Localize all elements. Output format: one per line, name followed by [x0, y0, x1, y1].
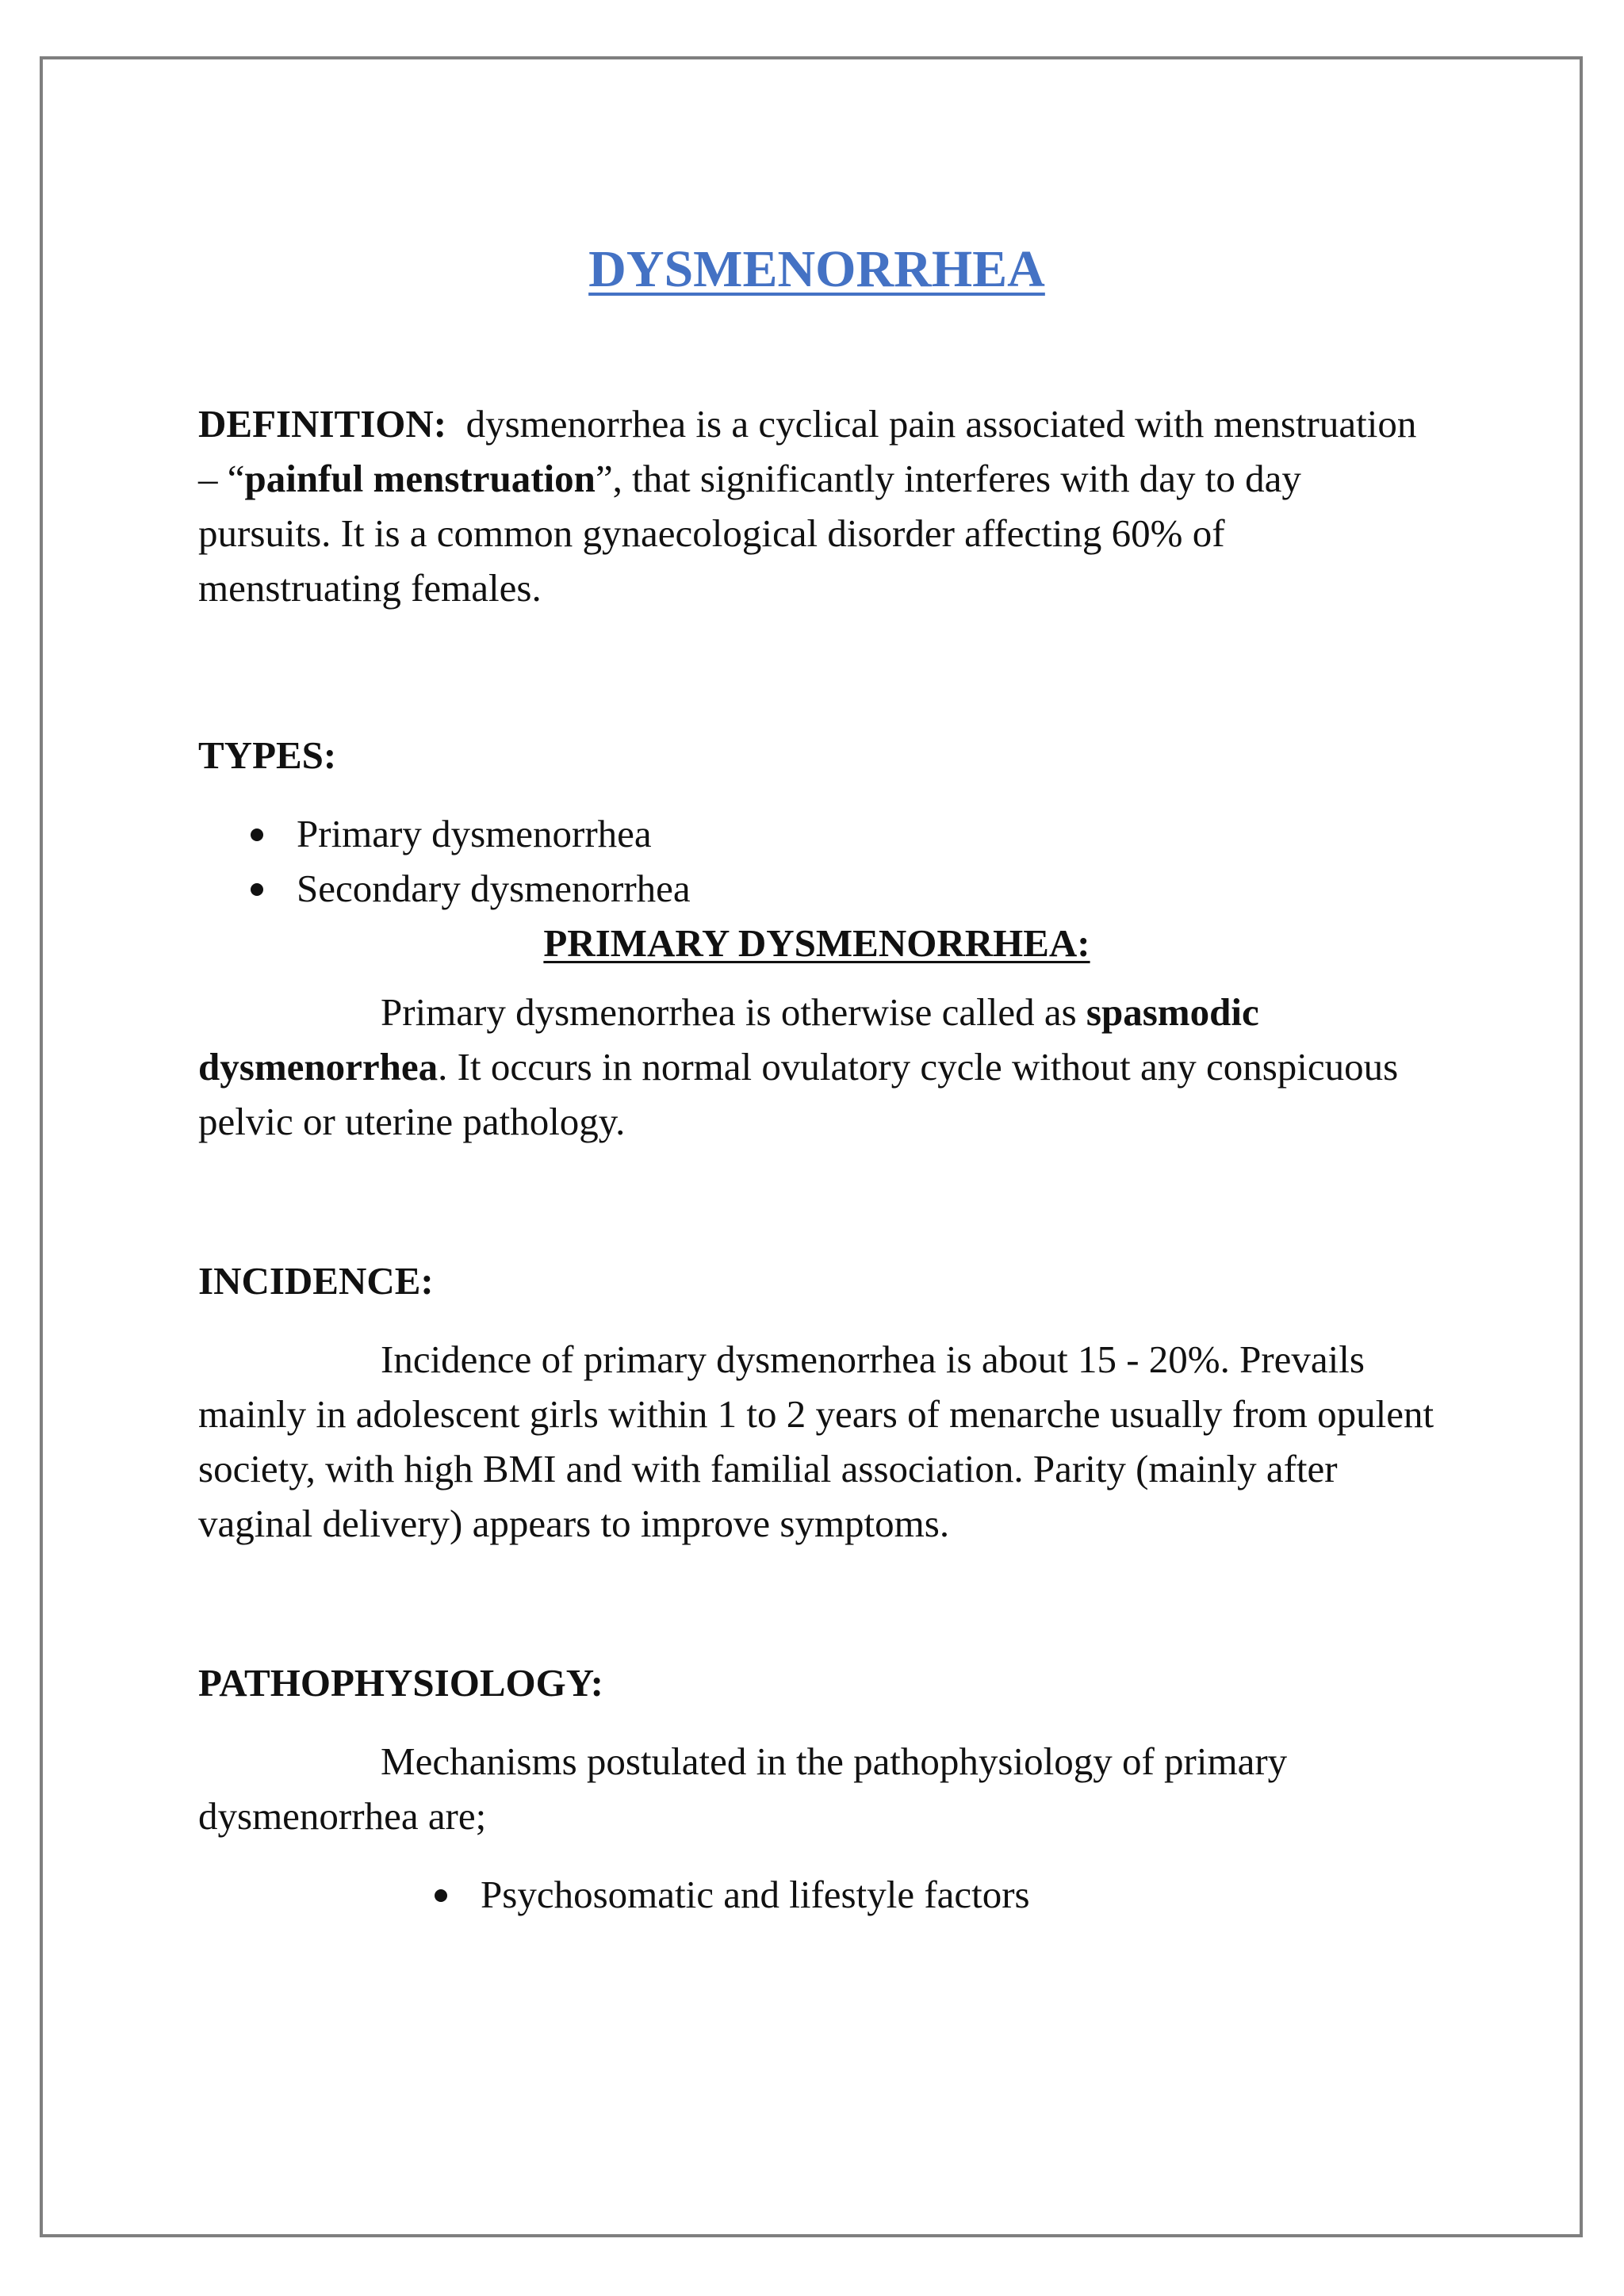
bullet-icon — [251, 883, 263, 896]
list-item — [198, 861, 1435, 916]
definition-text-2: ”, that significantly interferes with day to day pursuits. It is a common gynaecological disorder affecting 60% of menstruating females. — [198, 457, 1301, 610]
primary-text-2: . It occurs in normal ovulatory cycle without any conspicuous pelvic or uterine pathology. — [198, 1045, 1399, 1143]
pathophysiology-paragraph: Mechanisms postulated in the pathophysiology of primary dysmenorrhea are; — [198, 1739, 1288, 1838]
definition-emphasis: painful menstruation — [244, 457, 596, 500]
list-item-text: Primary dysmenorrhea — [297, 812, 652, 855]
list-item — [198, 806, 1435, 861]
bullet-icon — [435, 1889, 447, 1902]
definition-paragraph — [198, 396, 1435, 615]
incidence-paragraph: Incidence of primary dysmenorrhea is about 15 - 20%. Prevails mainly in adolescent girls within 1 to 2 years of menarche usually from opulent society, with high BMI and with familial association. Parity (mainly after vaginal delivery) appears to improve symptoms. — [198, 1337, 1434, 1545]
definition-label: DEFINITION: — [198, 402, 447, 446]
list-item-text: Psychosomatic and lifestyle factors — [481, 1873, 1030, 1916]
pathophysiology-list — [198, 1867, 1435, 1922]
primary-emphasis: spasmodic dysmenorrhea — [198, 990, 1259, 1089]
incidence-heading: INCIDENCE: — [198, 1259, 434, 1303]
pathophysiology-heading: PATHOPHYSIOLOGY: — [198, 1661, 603, 1705]
definition-text-1: dysmenorrhea is a cyclical pain associated with menstruation – “ — [198, 402, 1417, 500]
primary-paragraph — [198, 985, 1435, 1149]
primary-heading: PRIMARY DYSMENORRHEA: — [543, 921, 1090, 965]
types-heading: TYPES: — [198, 733, 337, 777]
primary-text-1: Primary dysmenorrhea is otherwise called as — [381, 990, 1086, 1034]
document-title: DYSMENORRHEA — [588, 240, 1045, 298]
list-item-text: Secondary dysmenorrhea — [297, 867, 691, 910]
types-list — [198, 806, 1435, 916]
document-body — [198, 238, 1435, 1922]
list-item — [198, 1867, 1435, 1922]
bullet-icon — [251, 828, 263, 841]
